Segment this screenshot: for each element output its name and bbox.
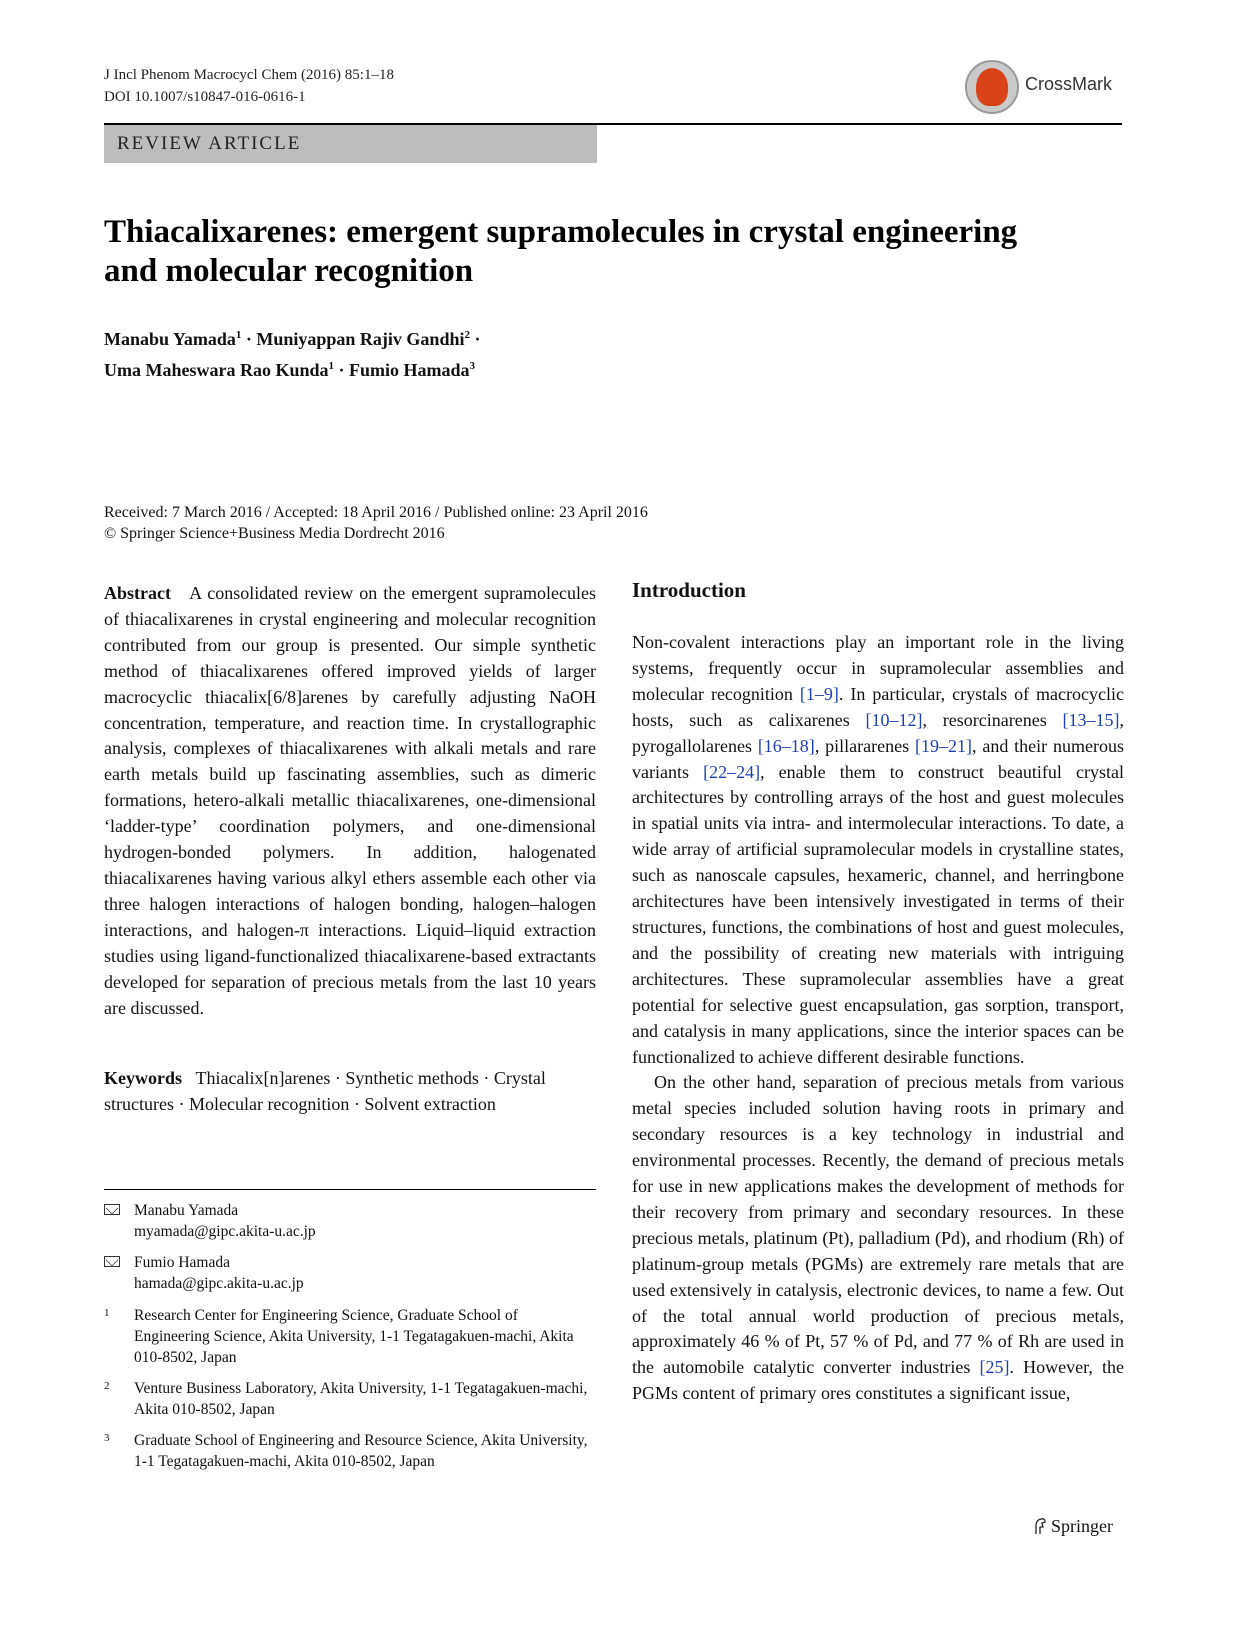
citation-link[interactable]: [10–12] xyxy=(865,709,923,730)
journal-citation: J Incl Phenom Macrocycl Chem (2016) 85:1–18 xyxy=(104,67,394,83)
affiliation-number: 3 xyxy=(104,1432,110,1444)
section-heading-introduction: Introduction xyxy=(632,578,746,602)
author-name[interactable]: Fumio Hamada xyxy=(349,360,470,380)
paragraph-text: , and their numerous variants xyxy=(632,735,1125,782)
author-name[interactable]: Uma Maheswara Rao Kunda xyxy=(104,360,329,380)
paragraph-text: , resorcinarenes xyxy=(922,709,1063,730)
author-aff: 3 xyxy=(469,360,476,372)
citation-link[interactable]: [16–18] xyxy=(757,735,815,756)
crossmark-badge[interactable] xyxy=(965,60,1125,118)
author-list: Manabu Yamada$^1$ · Muniyappan Rajiv Gandhi$^2$ · Uma Maheswara Rao Kunda$^1$ · Fumio Hamada$^3$ xyxy=(104,329,481,380)
paragraph-text: Non-covalent interactions play an important role in the living systems, frequently occur in supramolecular assemblies and molecular recognition xyxy=(632,632,1124,704)
paragraph-text: . In particular, crystals of macrocyclic hosts, such as calixarenes xyxy=(632,683,1124,730)
introduction-paragraph xyxy=(632,630,1124,1070)
author-aff: 1 xyxy=(328,360,335,372)
affiliation-item xyxy=(104,1430,596,1472)
citation-link[interactable]: [1–9] xyxy=(799,683,839,704)
affiliations xyxy=(104,1305,596,1482)
correspondent-name: Manabu Yamada xyxy=(134,1202,239,1219)
author-aff: 2 xyxy=(464,329,470,341)
doi[interactable]: DOI 10.1007/s10847-016-0616-1 xyxy=(104,89,306,105)
paragraph-text: , enable them to construct beautiful crystal architectures by controlling arrays of the host and guest molecules in spatial units via intra- and intermolecular interactions. To date, a wide array of artificial supramolecular models in crystalline states, such as nanoscale capsules, hexameric, channel, and herringbone architectures have been intensively investigated in terms of their structures, functions, the combinations of host and guest molecules, and the possibility of creating new materials with intriguing architectures. These supramolecular assemblies have a great potential for selective guest encapsulation, gas sorption, transport, and catalysis in many applications, since the interior spaces can be functionalized to achieve different desirable functions. xyxy=(632,761,1124,1067)
introduction-paragraph xyxy=(632,1070,1124,1407)
affiliation-text: Research Center for Engineering Science, Graduate School of Engineering Science, Akita University, 1-1 Tegatagakuen-machi, Akita 010-8502, Japan xyxy=(134,1307,574,1366)
introduction-body xyxy=(632,630,1124,1407)
correspondence-item xyxy=(104,1200,596,1242)
publisher-name: Springer xyxy=(1051,1516,1113,1536)
envelope-icon xyxy=(104,1256,120,1267)
envelope-icon xyxy=(104,1204,120,1215)
correspondent-name: Fumio Hamada xyxy=(134,1254,230,1271)
article-type: REVIEW ARTICLE xyxy=(117,133,302,154)
affiliation-item xyxy=(104,1378,596,1420)
paragraph-text: On the other hand, separation of precious metals from various metal species included solution having roots in primary and secondary resources is a key technology in industrial and environmental processes. Recently, the demand of precious metals for use in new applications makes the development of methods for their recovery from primary and secondary resources. In these precious metals, platinum (Pt), palladium (Pd), and rhodium (Rh) of platinum-group metals (PGMs) are extremely rare metals that are used extensively in catalysis, electronic devices, to name a few. Out of the total annual world production of precious metals, approximately 46 % of Pt, 57 % of Pd, and 77 % of Rh are used in the automobile catalytic converter industries xyxy=(632,1072,1124,1378)
correspondence xyxy=(104,1200,596,1304)
keywords-text: Thiacalix[n]arenes · Synthetic methods · Crystal structures · Molecular recognition · Solvent extraction xyxy=(104,1068,546,1114)
springer-horse-icon xyxy=(1033,1517,1047,1535)
affiliation-number: 1 xyxy=(104,1307,110,1319)
affiliation-text: Venture Business Laboratory, Akita University, 1-1 Tegatagakuen-machi, Akita 010-8502, Japan xyxy=(134,1380,588,1418)
copyright: © Springer Science+Business Media Dordrecht 2016 xyxy=(104,525,445,542)
journal-header xyxy=(104,64,394,108)
footnote-rule xyxy=(104,1189,596,1190)
citation-link[interactable]: [22–24] xyxy=(703,761,761,782)
paragraph-text: . However, the PGMs content of primary ores constitutes a significant issue, xyxy=(632,1357,1125,1404)
author-name[interactable]: Manabu Yamada xyxy=(104,329,236,349)
citation-link[interactable]: [19–21] xyxy=(914,735,972,756)
paragraph-text: , pyrogallolarenes xyxy=(632,709,1124,756)
keywords-label: Keywords xyxy=(104,1068,182,1088)
correspondence-item xyxy=(104,1252,596,1294)
paper-title: Thiacalixarenes: emergent supramolecules in crystal engineering and molecular recognition xyxy=(104,214,1018,289)
history-dates: Received: 7 March 2016 / Accepted: 18 April 2016 / Published online: 23 April 2016 xyxy=(104,504,648,521)
abstract xyxy=(104,581,596,1021)
publication-dates xyxy=(104,502,904,544)
citation-link[interactable]: [25] xyxy=(979,1357,1010,1378)
affiliation-number: 2 xyxy=(104,1380,110,1392)
affiliation-item xyxy=(104,1305,596,1368)
author-name[interactable]: Muniyappan Rajiv Gandhi xyxy=(256,329,465,349)
crossmark-label: CrossMark xyxy=(1025,74,1113,94)
paragraph-text: , pillararenes xyxy=(814,735,915,756)
crossmark-icon xyxy=(965,60,1019,114)
keywords xyxy=(104,1066,596,1118)
abstract-text: A consolidated review on the emergent supramolecules of thiacalixarenes in crystal engineering and molecular recognition contributed from our group is presented. Our simple synthetic method of thiacalixarenes offered improved yields of larger macrocyclic thiacalix[6/8]arenes by carefully adjusting NaOH concentration, temperature, and reaction time. In crystallographic analysis, complexes of thiacalixarenes with alkali metals and rare earth metals build up fascinating assemblies, such as dimeric formations, hetero-alkali metallic thiacalixarenes, one-dimensional ‘ladder-type’ coordination polymers, and one-dimensional hydrogen-bonded polymers. In addition, halogenated thiacalixarenes having various alkyl ethers assemble each other via three halogen interactions of halogen bonding, halogen–halogen interactions, and halogen-π interactions. Liquid–liquid extraction studies using ligand-functionalized thiacalixarene-based extractants developed for separation of precious metals from the last 10 years are discussed. xyxy=(104,583,596,1018)
correspondent-email[interactable]: hamada@gipc.akita-u.ac.jp xyxy=(134,1275,304,1292)
citation-link[interactable]: [13–15] xyxy=(1062,709,1120,730)
author-aff: 1 xyxy=(235,329,242,341)
correspondent-email[interactable]: myamada@gipc.akita-u.ac.jp xyxy=(134,1223,316,1240)
abstract-label: Abstract xyxy=(104,583,171,603)
publisher-logo xyxy=(1033,1516,1113,1537)
affiliation-text: Graduate School of Engineering and Resource Science, Akita University, 1-1 Tegatagakuen-machi, Akita 010-8502, Japan xyxy=(134,1432,588,1470)
